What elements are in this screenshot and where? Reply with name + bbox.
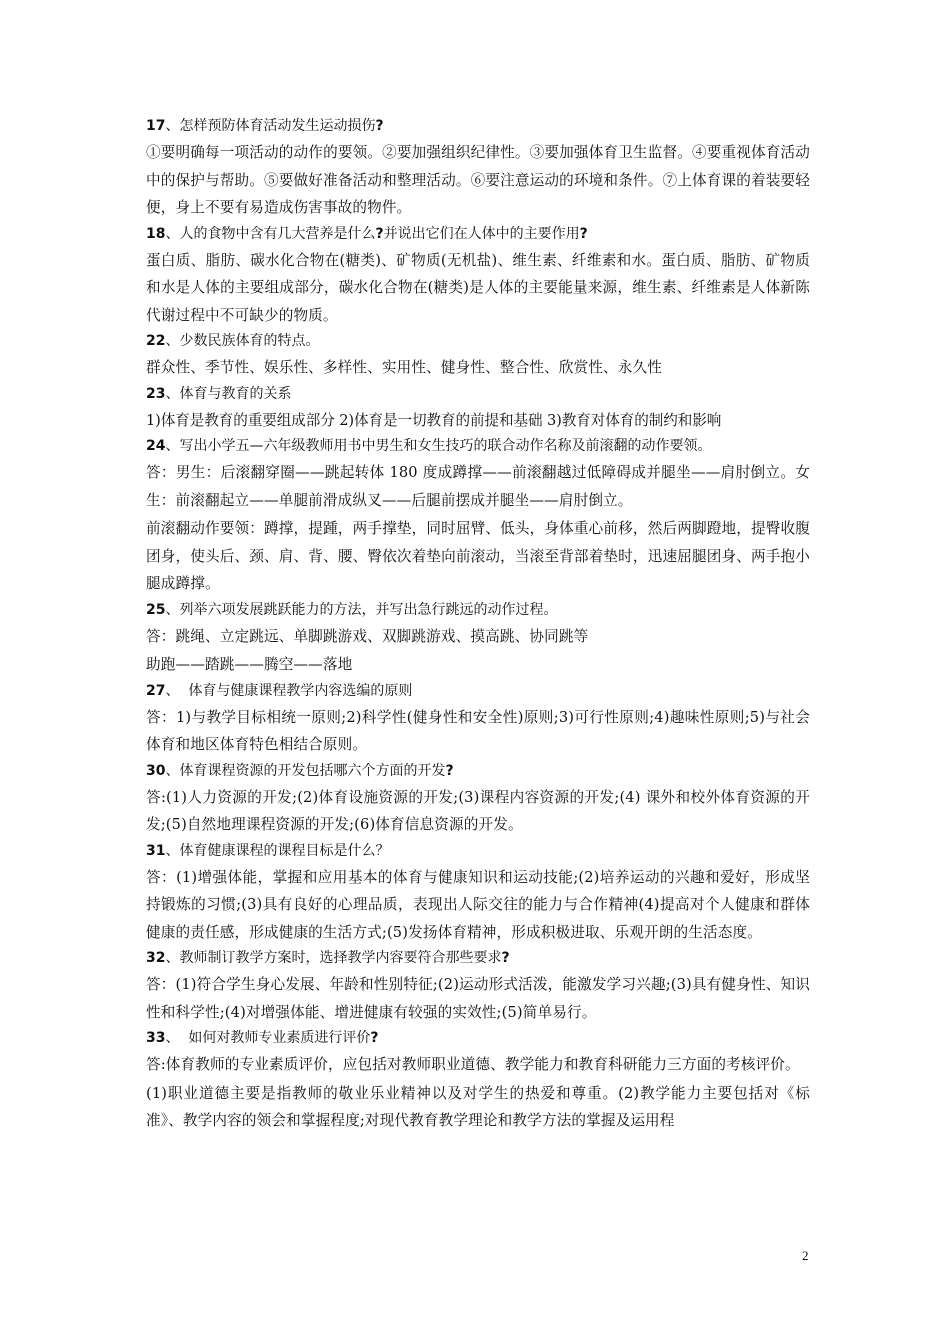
- question-24-heading: [146, 434, 810, 458]
- question-23-heading: [146, 382, 810, 406]
- answer-paragraph: (1)职业道德主要是指教师的敬业乐业精神以及对学生的热爱和尊重。(2)教学能力主要包括对《标准》、教学内容的领会和掌握程度;对现代教育教学理论和教学方法的掌握及运用程: [146, 1084, 810, 1129]
- answer-paragraph: 答：跳绳、立定跳远、单脚跳游戏、双脚跳游戏、摸高跳、协同跳等: [146, 627, 589, 645]
- question-27-heading: [146, 679, 810, 703]
- question-title: 、体育课程资源的开发包括哪六个方面的开发: [165, 762, 446, 779]
- answer-paragraph: 答：1)与教学目标相统一原则;2)科学性(健身性和安全性)原则;3)可行性原则;4)趣味性原则;5)与社会体育和地区体育特色相结合原则。: [146, 708, 810, 753]
- question-number: 18: [146, 225, 166, 242]
- question-number: 17: [146, 118, 166, 134]
- answer-paragraph: 答:体育教师的专业素质评价，应包括对教师职业道德、教学能力和教育科研能力三方面的考核评价。: [146, 1056, 800, 1073]
- question-title: 、教师制订教学方案时，选择教学内容要符合那些要求: [165, 950, 502, 966]
- question-mark: ?: [445, 762, 454, 779]
- question-number: 33: [146, 1030, 166, 1046]
- question-31-heading: [146, 839, 810, 863]
- question-title: 、体育与教育的关系: [165, 385, 292, 402]
- answer-paragraph: ①要明确每一项活动的动作的要领。②要加强组织纪律性。③要加强体育卫生监督。④要重视体育活动中的保护与帮助。⑤要做好准备活动和整理活动。⑥要注意运动的环境和条件。⑦上体育课的着装要轻便，身上不要有易造成伤害事故的物件。: [146, 144, 810, 216]
- question-title: 、少数民族体育的特点。: [165, 333, 320, 349]
- page-number: 2: [802, 1248, 809, 1263]
- question-title: 、怎样预防体育活动发生运动损伤: [165, 118, 376, 134]
- question-number: 23: [146, 385, 166, 402]
- answer-paragraph: 答：(1)符合学生身心发展、年龄和性别特征;(2)运动形式活泼，能激发学习兴趣;(3)具有健身性、知识性和科学性;(4)对增强体能、增进健康有较强的实效性;(5)简单易行。: [146, 976, 810, 1021]
- answer-paragraph: 1)体育是教育的重要组成部分 2)体育是一切教育的前提和基础 3)教育对体育的制约和影响: [146, 411, 722, 429]
- answer-paragraph: 助跑——踏跳——腾空——落地: [146, 656, 353, 673]
- answer-paragraph: 群众性、季节性、娱乐性、多样性、实用性、健身性、整合性、欣赏性、永久性: [146, 359, 663, 376]
- question-number: 30: [146, 762, 166, 779]
- question-title: 、 体育与健康课程教学内容选编的原则: [165, 682, 413, 699]
- question-title: 、 如何对教师专业素质进行评价: [165, 1030, 371, 1046]
- question-title: 、写出小学五—六年级教师用书中男生和女生技巧的联合动作名称及前滚翻的动作要领。: [165, 438, 712, 454]
- question-title: 、体育健康课程的课程目标是什么？: [165, 842, 390, 859]
- question-number: 22: [146, 333, 166, 349]
- question-number: 27: [146, 682, 166, 699]
- question-title-continued: 并说出它们在人体中的主要作用: [383, 225, 580, 242]
- question-mark: ?: [370, 1030, 379, 1046]
- question-number: 25: [146, 601, 166, 618]
- question-33-heading: [146, 1026, 810, 1050]
- question-mark: ?: [501, 950, 510, 966]
- question-mark: ?: [579, 225, 588, 242]
- question-22-heading: [146, 329, 810, 353]
- question-17-heading: [146, 114, 810, 138]
- question-mark: ?: [375, 118, 384, 134]
- answer-paragraph: 答：男生：后滚翻穿圈——跳起转体 180 度成蹲撑——前滚翻越过低障碍成并腿坐——肩肘倒立。女生：前滚翻起立——单腿前滑成纵叉——后腿前摆成并腿坐——肩肘倒立。: [146, 464, 810, 509]
- question-title: 、列举六项发展跳跃能力的方法，并写出急行跳远的动作过程。: [165, 601, 558, 618]
- question-title: 、人的食物中含有几大营养是什么: [165, 225, 376, 242]
- answer-paragraph: 答：(1)增强体能，掌握和应用基本的体育与健康知识和运动技能;(2)培养运动的兴趣和爱好，形成坚持锻炼的习惯;(3)具有良好的心理品质，表现出人际交往的能力与合作精神(4)提高对个人健康和群体健康的责任感，形成健康的生活方式;(5)发扬体育精神，形成积极进取、乐观开朗的生活态度。: [146, 868, 810, 941]
- question-18-heading: [146, 222, 810, 246]
- answer-paragraph: 蛋白质、脂肪、碳水化合物在(糖类)、矿物质(无机盐)、维生素、纤维素和水。蛋白质、脂肪、矿物质和水是人体的主要组成部分，碳水化合物在(糖类)是人体的主要能量来源，维生素、纤维素是人体新陈代谢过程中不可缺少的物质。: [146, 251, 810, 324]
- question-32-heading: [146, 946, 810, 970]
- question-25-heading: [146, 598, 810, 622]
- question-number: 31: [146, 842, 166, 859]
- answer-paragraph: 答:(1)人力资源的开发;(2)体育设施资源的开发;(3)课程内容资源的开发;(4) 课外和校外体育资源的开发;(5)自然地理课程资源的开发;(6)体育信息资源的开发。: [146, 788, 810, 833]
- question-mark: ?: [375, 225, 384, 242]
- question-number: 24: [146, 438, 166, 454]
- question-number: 32: [146, 950, 166, 966]
- question-30-heading: [146, 759, 810, 783]
- answer-paragraph: 前滚翻动作要领：蹲撑，提踵，两手撑垫，同时屈臂、低头，身体重心前移，然后两脚蹬地，提臀收腹团身，使头后、颈、肩、背、腰、臀依次着垫向前滚动，当滚至背部着垫时，迅速屈腿团身、两手抱小腿成蹲撑。: [146, 520, 810, 592]
